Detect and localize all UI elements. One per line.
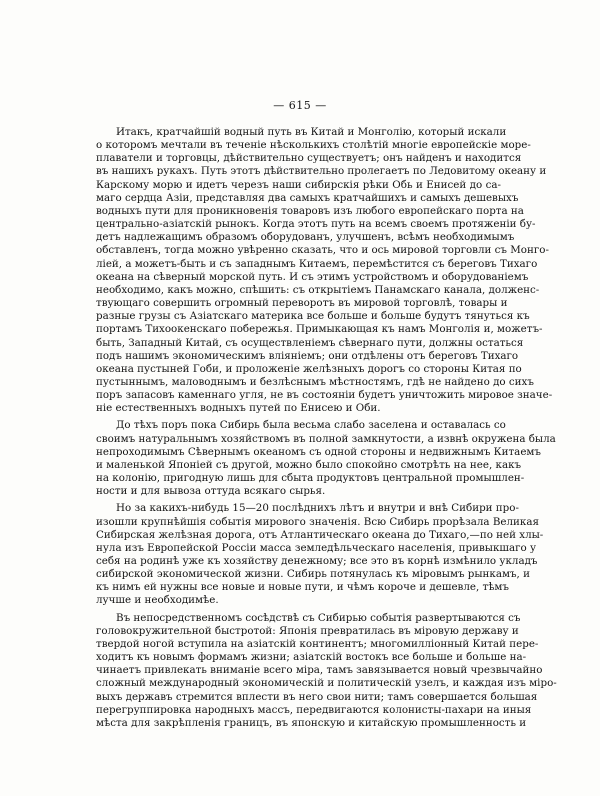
- paragraph: [96, 419, 556, 498]
- text-line: обставленъ, тогда можно увѣренно сказать, что и ось мировой торговли съ Монго-: [96, 244, 549, 257]
- paragraph: [96, 611, 557, 730]
- text-line: подъ нашимъ экономическимъ вліяніемъ; они отдѣлены отъ береговъ Тихаго: [96, 349, 519, 362]
- paragraph: [96, 502, 544, 607]
- text-line: ніе естественныхъ водныхъ путей по Енисею и Оби.: [96, 402, 381, 415]
- text-line: и маленькой Японіей съ другой, можно было спокойно смотрѣть на нее, какъ: [96, 458, 522, 471]
- text-line: Но за какихъ-нибудь 15—20 послѣднихъ лѣтъ и внутри и внѣ Сибири про-: [116, 502, 519, 515]
- text-line: ліей, а можетъ-быть и съ западнымъ Китаемъ, перемѣстится съ береговъ Тихаго: [96, 257, 538, 270]
- text-line: плаватели и торговцы, дѣйствительно существуетъ; онъ найденъ и находится: [96, 152, 522, 165]
- text-line: лучше и необходимѣе.: [96, 594, 219, 607]
- body-text: [96, 126, 557, 734]
- text-line: твующаго совершить огромный переворотъ въ мировой торговлѣ, товары и: [96, 297, 508, 310]
- text-line: поръ запасовъ каменнаго угля, не въ состояніи будетъ уничтожить мировое значе-: [96, 389, 553, 402]
- text-line: детъ надлежащимъ образомъ оборудованъ, улучшенъ, всѣмъ необходимымъ: [96, 231, 515, 244]
- text-line: на колонію, пригодную лишь для сбыта продуктовъ центральной промышлен-: [96, 472, 525, 485]
- text-line: себя на родинѣ уже къ хозяйству денежному; все это въ корнѣ измѣнило укладъ: [96, 555, 538, 567]
- text-line: Карскому морю и идетъ черезъ наши сибирскія рѣки Обь и Енисей до са-: [96, 178, 501, 191]
- text-line: ности и для вывоза оттуда всякаго сырья.: [96, 485, 326, 498]
- text-line: разные грузы съ Азіатскаго материка все больше и больше будутъ тянуться къ: [96, 310, 530, 323]
- text-line: маго сердца Азіи, представляя два самыхъ кратчайшихъ и самыхъ дешевыхъ: [96, 191, 519, 204]
- text-line: головокружительной быстротой: Японія превратилась въ міровую державу и: [96, 624, 519, 637]
- text-line: твердой ногой вступила на азіатскій континентъ; многомилліонный Китай пере-: [96, 637, 539, 650]
- text-line: необходимо, какъ можно, спѣшить: съ открытіемъ Панамскаго канала, долженс-: [96, 283, 540, 296]
- text-line: ходитъ къ новымъ формамъ жизни; азіатскій востокъ все больше и больше на-: [96, 651, 527, 664]
- text-line: Итакъ, кратчайшій водный путь въ Китай и Монголію, который искали: [116, 126, 507, 138]
- text-line: сибирской экономической жизни. Сибирь потянулась къ міровымъ рынкамъ, и: [96, 568, 530, 581]
- text-line: въ нашихъ рукахъ. Путь этотъ дѣйствительно пролегаетъ по Ледовитому океану и: [96, 165, 547, 178]
- text-line: своимъ натуральнымъ хозяйствомъ въ полной замкнутости, а извнѣ окружена была: [96, 432, 556, 445]
- text-line: портамъ Тихоокенскаго побережья. Примыкающая къ намъ Монголія и, можетъ-: [96, 323, 543, 336]
- text-line: перегруппировка народныхъ массъ, передвигаются колонисты-пахари на иныя: [96, 703, 532, 716]
- paragraph: [96, 126, 553, 415]
- text-line: къ нимъ ей нужны все новые и новые пути, и чѣмъ короче и дешевле, тѣмъ: [96, 581, 509, 594]
- text-line: изошли крупнѣйшія событія мирового значенія. Всю Сибирь прорѣзала Великая: [96, 515, 539, 528]
- text-line: Въ непосредственномъ сосѣдствѣ съ Сибирью событія развертываются съ: [116, 611, 521, 624]
- page-number: — 615 —: [273, 99, 327, 112]
- text-line: океана пустыней Гоби, и проложеніе желѣзныхъ дорогъ со стороны Китая по: [96, 362, 522, 375]
- text-line: центрально-азіатскій рынокъ. Когда этотъ путь на всемъ своемъ протяженіи бу-: [96, 218, 536, 231]
- text-line: океана на сѣверный морской путь. И съ этимъ устройствомъ и оборудованіемъ: [96, 270, 529, 283]
- text-line: сложный международный экономическій и политическій узелъ, и каждая изъ міро-: [96, 677, 557, 690]
- text-line: о которомъ мечтали въ теченіе нѣсколькихъ столѣтій многіе европейскіе море-: [96, 139, 531, 152]
- text-line: нула изъ Европейской Россіи масса земледѣльческаго населенія, привыкшаго у: [96, 541, 537, 554]
- text-line: До тѣхъ поръ пока Сибирь была весьма слабо заселена и оставалась со: [116, 419, 506, 432]
- text-line: быть, Западный Китай, съ осуществленіемъ сѣвернаго пути, должны остаться: [96, 336, 524, 349]
- text-line: мѣста для закрѣпленія границъ, въ японскую и китайскую промышленность и: [96, 716, 527, 729]
- text-line: непроходимымъ Сѣвернымъ океаномъ съ одной стороны и недвижнымъ Китаемъ: [96, 445, 541, 458]
- text-line: чинаетъ привлекать вниманіе всего міра, тамъ завязывается новый чрезвычайно: [96, 664, 543, 677]
- text-line: Сибирская желѣзная дорога, отъ Атлантическаго океана до Тихаго,—по ней хлы-: [96, 528, 544, 541]
- text-line: водныхъ пути для проникновенія товаровъ изъ любого европейскаго порта на: [96, 204, 524, 217]
- text-line: выхъ державъ стремится вплести въ него свои нити; тамъ совершается большая: [96, 690, 538, 703]
- text-line: пустыннымъ, маловоднымъ и безлѣснымъ мѣстностямъ, гдѣ не найдено до сихъ: [96, 375, 534, 388]
